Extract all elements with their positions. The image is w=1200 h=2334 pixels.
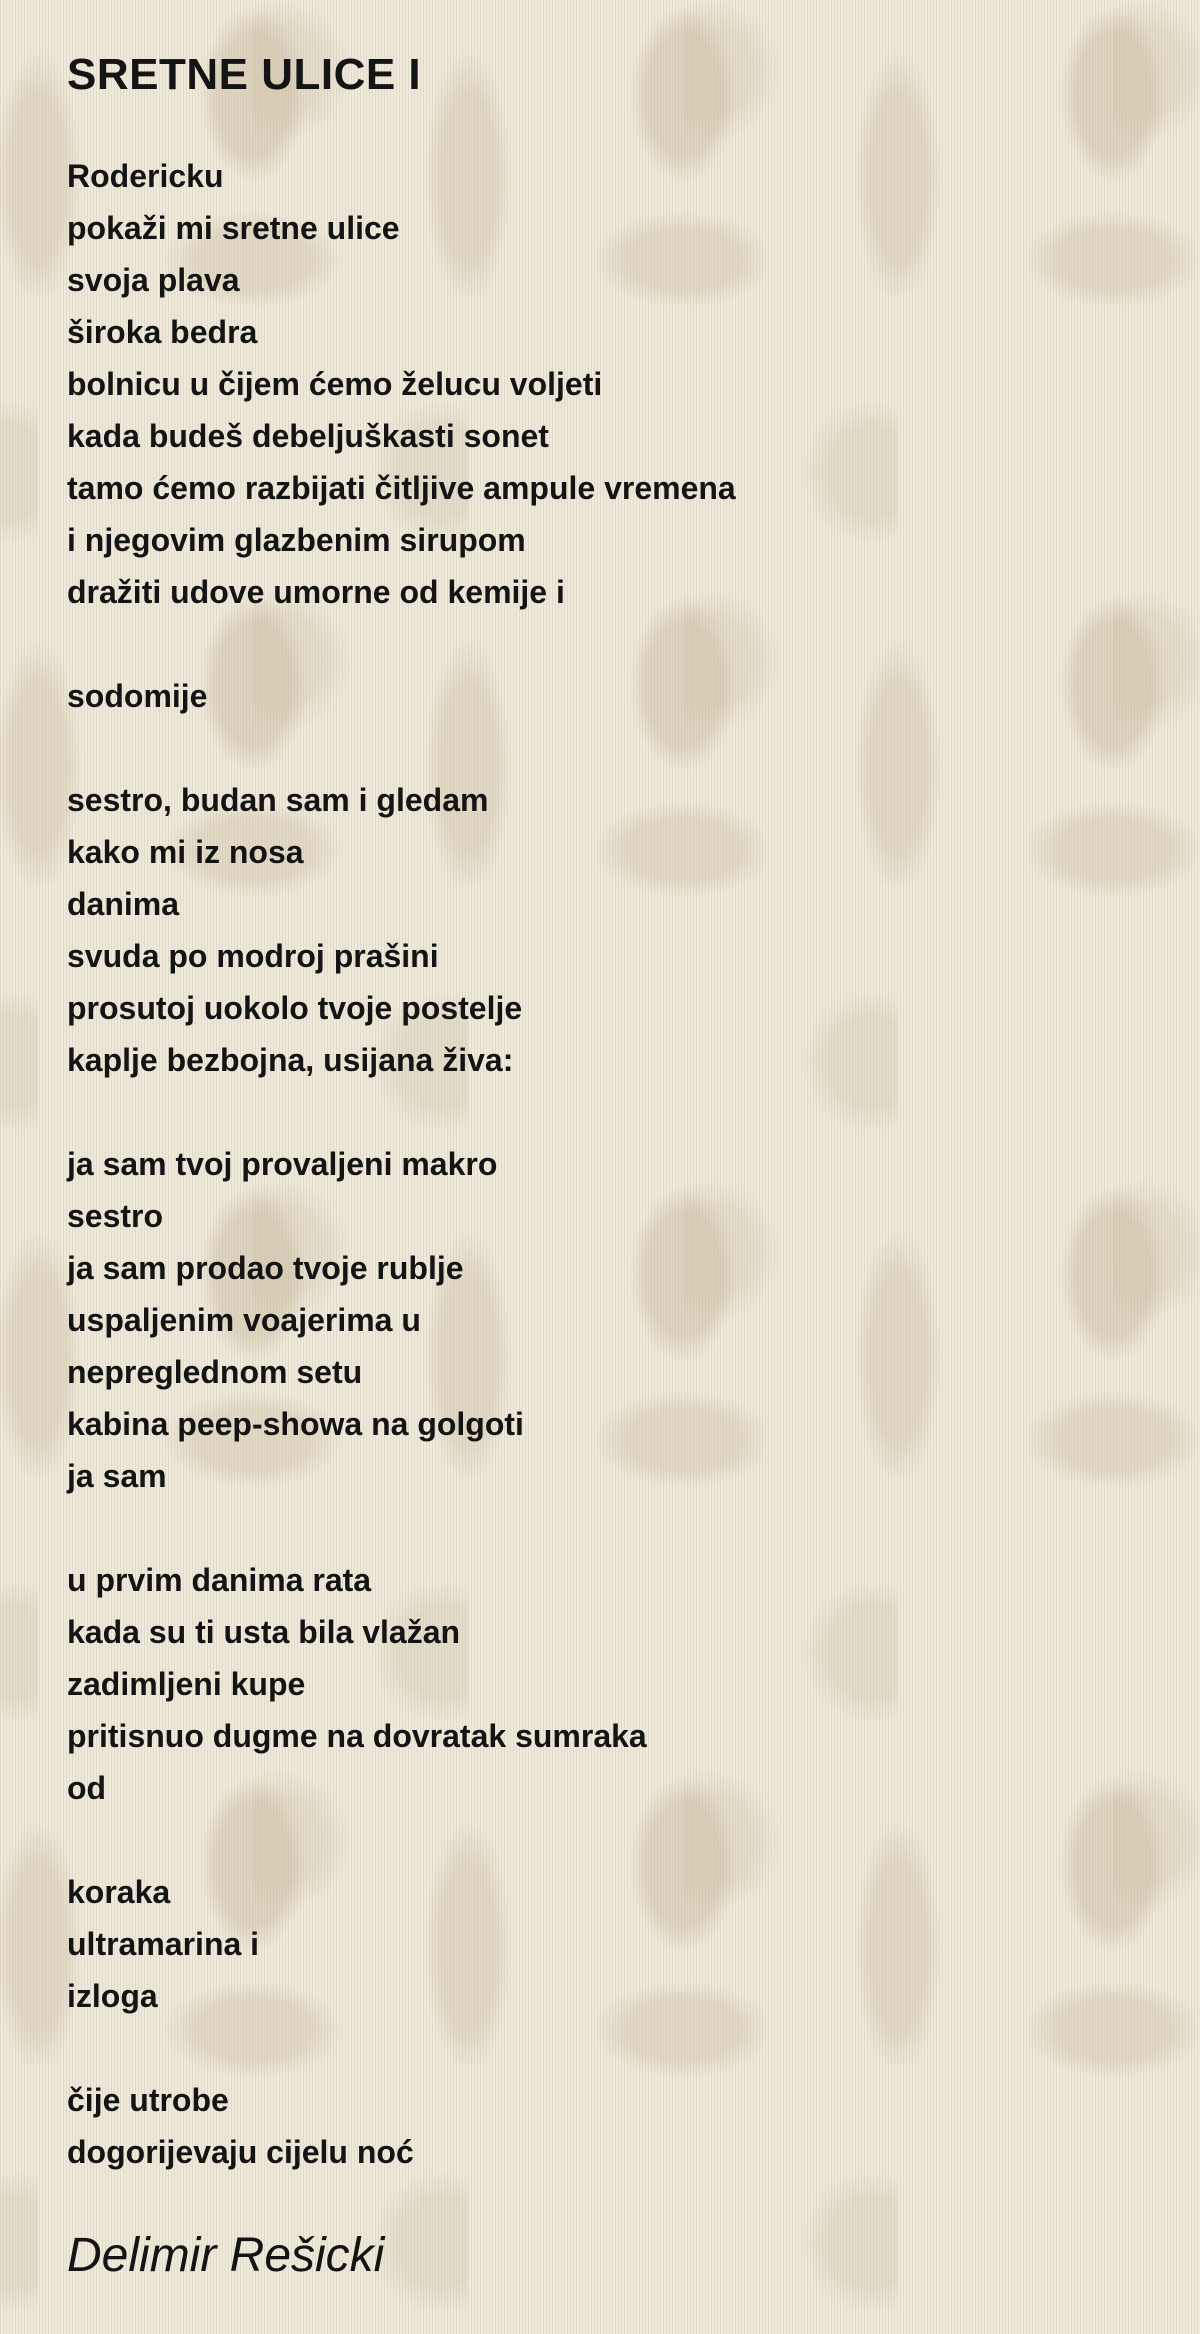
poem-line: izloga — [67, 1978, 158, 2014]
poem-line: dražiti udove umorne od kemije i — [67, 574, 565, 610]
poem-line: pokaži mi sretne ulice — [67, 210, 400, 246]
poem-line — [67, 1086, 1160, 1138]
poem-line: kada su ti usta bila vlažan — [67, 1614, 461, 1650]
poem-line: čije utrobe — [67, 2082, 229, 2118]
poem-line: sodomije — [67, 678, 208, 714]
poem-line: od — [67, 1770, 107, 1806]
poem-title: SRETNE ULICE I — [67, 50, 422, 99]
poem-line: kada budeš debeljuškasti sonet — [67, 418, 549, 454]
poem-line — [67, 722, 1160, 774]
poem-line: kako mi iz nosa — [67, 834, 304, 870]
poem-line — [67, 618, 1160, 670]
poem-line: koraka — [67, 1874, 171, 1910]
poem-line: u prvim danima rata — [67, 1562, 372, 1598]
poem-line: ultramarina i — [67, 1926, 260, 1962]
poem-line: uspaljenim voajerima u — [67, 1302, 421, 1338]
poem-line: bolnicu u čijem ćemo želucu voljeti — [67, 366, 603, 402]
poem-line: Rodericku — [67, 158, 224, 194]
poem-line — [67, 2022, 1160, 2074]
poem-line: tamo ćemo razbijati čitljive ampule vremena — [67, 470, 736, 506]
poem-line: svoja plava — [67, 262, 240, 298]
poem-line: ja sam prodao tvoje rublje — [67, 1250, 464, 1286]
poem-line: dogorijevaju cijelu noć — [67, 2134, 414, 2170]
poem-body — [67, 150, 1160, 2178]
poem-line: prosutoj uokolo tvoje postelje — [67, 990, 523, 1026]
poem-line: sestro, budan sam i gledam — [67, 782, 489, 818]
poem-line: široka bedra — [67, 314, 258, 350]
poem-line: i njegovim glazbenim sirupom — [67, 522, 526, 558]
poem-line: kabina peep-showa na golgoti — [67, 1406, 524, 1442]
poem-line: nepreglednom setu — [67, 1354, 363, 1390]
poem-line — [67, 1814, 1160, 1866]
poem-line: sestro — [67, 1198, 164, 1234]
poem-line: zadimljeni kupe — [67, 1666, 306, 1702]
poem-line: svuda po modroj prašini — [67, 938, 439, 974]
poem-line: ja sam tvoj provaljeni makro — [67, 1146, 498, 1182]
poem-line: pritisnuo dugme na dovratak sumraka — [67, 1718, 647, 1754]
poem-line: ja sam — [67, 1458, 167, 1494]
poem-line: danima — [67, 886, 180, 922]
poem-author-signature: Delimir Rešicki — [67, 2229, 385, 2282]
poem-line — [67, 1502, 1160, 1554]
poem-line: kaplje bezbojna, usijana živa: — [67, 1042, 514, 1078]
